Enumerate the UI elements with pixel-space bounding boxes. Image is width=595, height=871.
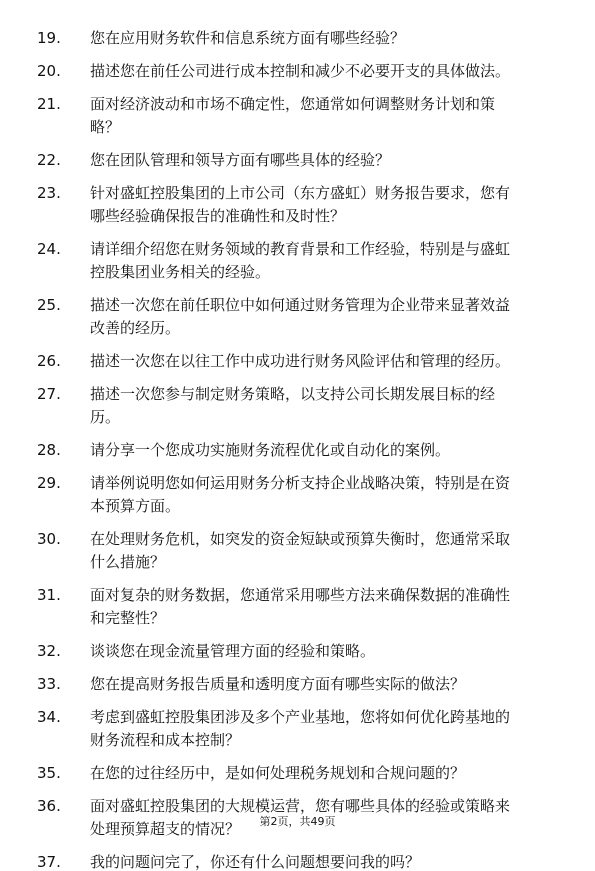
question-text-line: 请详细介绍您在财务领域的教育背景和工作经验，特别是与盛虹 [90, 240, 511, 258]
question-text-line: 描述一次您在以往工作中成功进行财务风险评估和管理的经历。 [90, 352, 511, 370]
question-text-line: 考虑到盛虹控股集团涉及多个产业基地，您将如何优化跨基地的 [90, 708, 511, 726]
question-number: 33. [37, 675, 61, 693]
question-text-line: 本预算方面。 [90, 497, 181, 515]
question-number: 35. [37, 764, 61, 782]
question-number: 27. [37, 385, 61, 403]
question-text-line: 请举例说明您如何运用财务分析支持企业战略决策，特别是在资 [90, 474, 511, 492]
question-number: 30. [37, 530, 61, 548]
question-text-line: 财务流程和成本控制？ [90, 731, 241, 749]
question-text-line: 处理预算超支的情况？ [90, 820, 241, 838]
question-text-line: 历。 [90, 408, 121, 426]
question-text-line: 在您的过往经历中，是如何处理税务规划和合规问题的？ [90, 764, 466, 782]
question-text-line: 您在应用财务软件和信息系统方面有哪些经验？ [90, 29, 406, 47]
question-text-line: 改善的经历。 [90, 319, 181, 337]
question-text-line: 您在提高财务报告质量和透明度方面有哪些实际的做法？ [90, 675, 466, 693]
question-text-line: 哪些经验确保报告的准确性和及时性？ [90, 207, 346, 225]
question-number: 24. [37, 240, 61, 258]
question-number: 37. [37, 853, 61, 871]
question-text-line: 描述您在前任公司进行成本控制和减少不必要开支的具体做法。 [90, 62, 511, 80]
question-number: 32. [37, 642, 61, 660]
question-number: 22. [37, 151, 61, 169]
question-number: 19. [37, 29, 61, 47]
question-text-line: 面对盛虹控股集团的大规模运营，您有哪些具体的经验或策略来 [90, 797, 511, 815]
question-text-line: 您在团队管理和领导方面有哪些具体的经验？ [90, 151, 391, 169]
question-number: 29. [37, 474, 61, 492]
question-text-line: 控股集团业务相关的经验。 [90, 263, 271, 281]
question-number: 25. [37, 296, 61, 314]
question-text-line: 针对盛虹控股集团的上市公司（东方盛虹）财务报告要求，您有 [90, 184, 511, 202]
question-number: 20. [37, 62, 61, 80]
question-text-line: 什么措施？ [90, 553, 166, 571]
question-number: 36. [37, 797, 61, 815]
question-text-line: 描述一次您参与制定财务策略，以支持公司长期发展目标的经 [90, 385, 496, 403]
question-text-line: 谈谈您在现金流量管理方面的经验和策略。 [90, 642, 376, 660]
question-text-line: 我的问题问完了，你还有什么问题想要问我的吗？ [90, 853, 421, 871]
question-text-line: 面对经济波动和市场不确定性，您通常如何调整财务计划和策 [90, 95, 496, 113]
question-text-line: 请分享一个您成功实施财务流程优化或自动化的案例。 [90, 441, 451, 459]
question-text-line: 面对复杂的财务数据，您通常采用哪些方法来确保数据的准确性 [90, 586, 511, 604]
question-text-line: 略？ [90, 118, 121, 136]
page-footer: 第2页，共49页 [259, 815, 336, 828]
question-number: 26. [37, 352, 61, 370]
question-number: 21. [37, 95, 61, 113]
question-number: 31. [37, 586, 61, 604]
question-number: 23. [37, 184, 61, 202]
question-text-line: 在处理财务危机，如突发的资金短缺或预算失衡时，您通常采取 [90, 530, 511, 548]
question-text-line: 和完整性？ [90, 609, 166, 627]
question-number: 34. [37, 708, 61, 726]
question-text-line: 描述一次您在前任职位中如何通过财务管理为企业带来显著效益 [90, 296, 511, 314]
question-number: 28. [37, 441, 61, 459]
